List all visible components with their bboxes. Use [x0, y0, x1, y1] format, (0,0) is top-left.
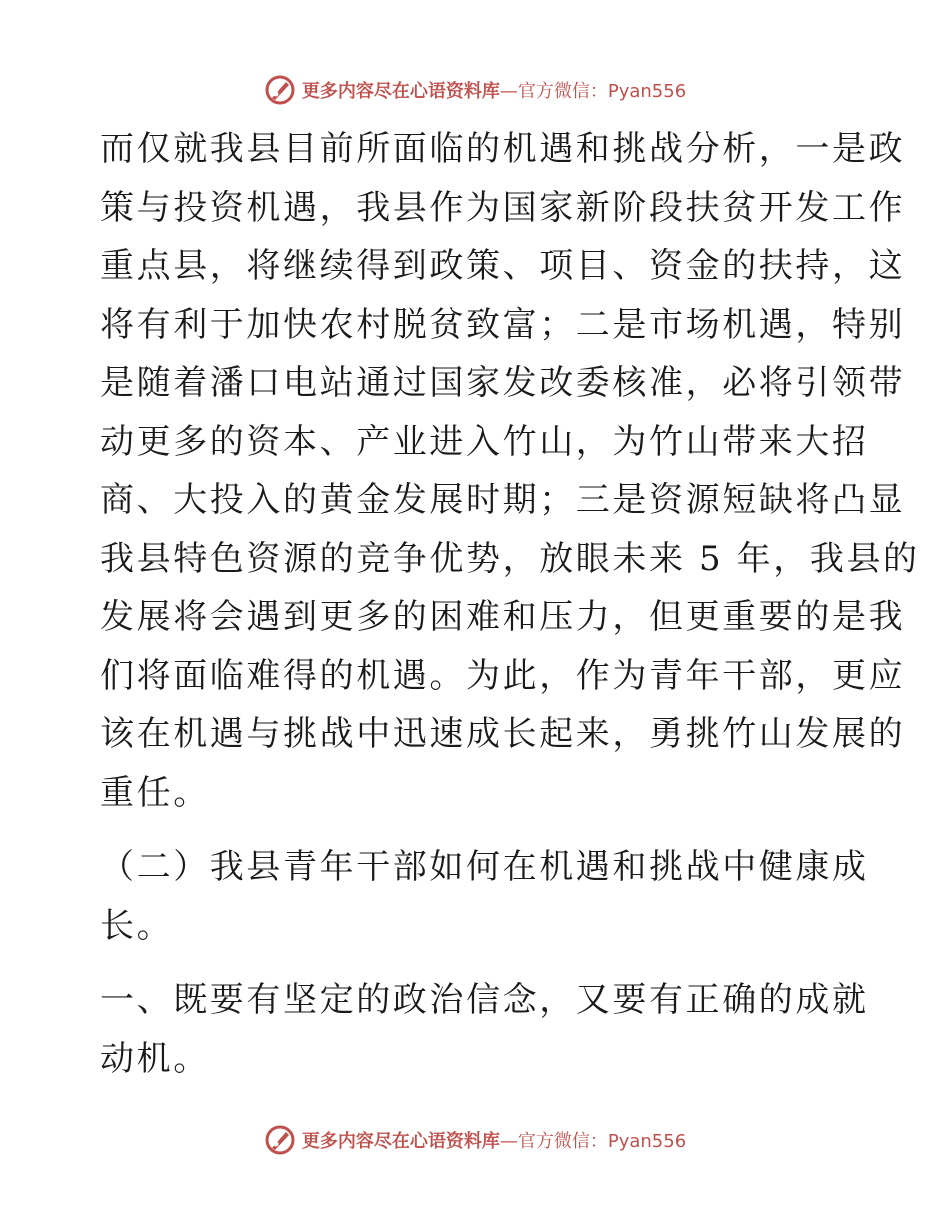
text-line: 动更多的资本、产业进入竹山，为竹山带来大招: [100, 421, 869, 462]
text-line: 们将面临难得的机遇。为此，作为青年干部，更应: [100, 655, 906, 696]
text-line: 长。: [100, 905, 174, 946]
text-line: 策与投资机遇，我县作为国家新阶段扶贫开发工作: [100, 187, 906, 228]
text-line: 商、大投入的黄金发展时期；三是资源短缺将凸显: [100, 480, 906, 520]
text-line: 该在机遇与挑战中迅速成长起来，勇挑竹山发展的: [100, 714, 906, 754]
text-line: 发展将会遇到更多的困难和压力，但更重要的是我: [100, 597, 906, 637]
text-line: 是随着潘口电站通过国家发改委核准，必将引领带: [100, 363, 906, 403]
quill-seal-icon: [264, 1124, 296, 1156]
text-line: 而仅就我县目前所面临的机遇和挑战分析，一是政: [100, 129, 906, 169]
paragraph-opportunities: [100, 120, 920, 822]
quill-seal-icon: [264, 74, 296, 106]
text-line: 我县特色资源的竞争优势，放眼未来 5 年，我县的: [100, 538, 920, 579]
document-body: [100, 120, 920, 1088]
footer-banner: [0, 1120, 950, 1160]
header-banner-text: 更多内容尽在心语资料库: [301, 81, 500, 102]
subsection-heading-one: [100, 971, 869, 1088]
text-line: 重任。: [100, 772, 210, 813]
footer-banner-sub: —官方微信：Pyan556: [499, 1131, 687, 1152]
header-banner-sub: —官方微信：Pyan556: [499, 81, 687, 102]
footer-banner-text: 更多内容尽在心语资料库: [301, 1131, 500, 1152]
section-heading-two: [100, 838, 869, 955]
header-banner: [0, 70, 950, 110]
text-line: 动机。: [100, 1038, 210, 1079]
text-line: 将有利于加快农村脱贫致富；二是市场机遇，特别: [100, 304, 906, 345]
text-line: 重点县，将继续得到政策、项目、资金的扶持，这: [100, 246, 906, 286]
text-line: （二）我县青年干部如何在机遇和挑战中健康成: [100, 847, 869, 887]
text-line: 一、既要有坚定的政治信念，又要有正确的成就: [100, 980, 869, 1020]
